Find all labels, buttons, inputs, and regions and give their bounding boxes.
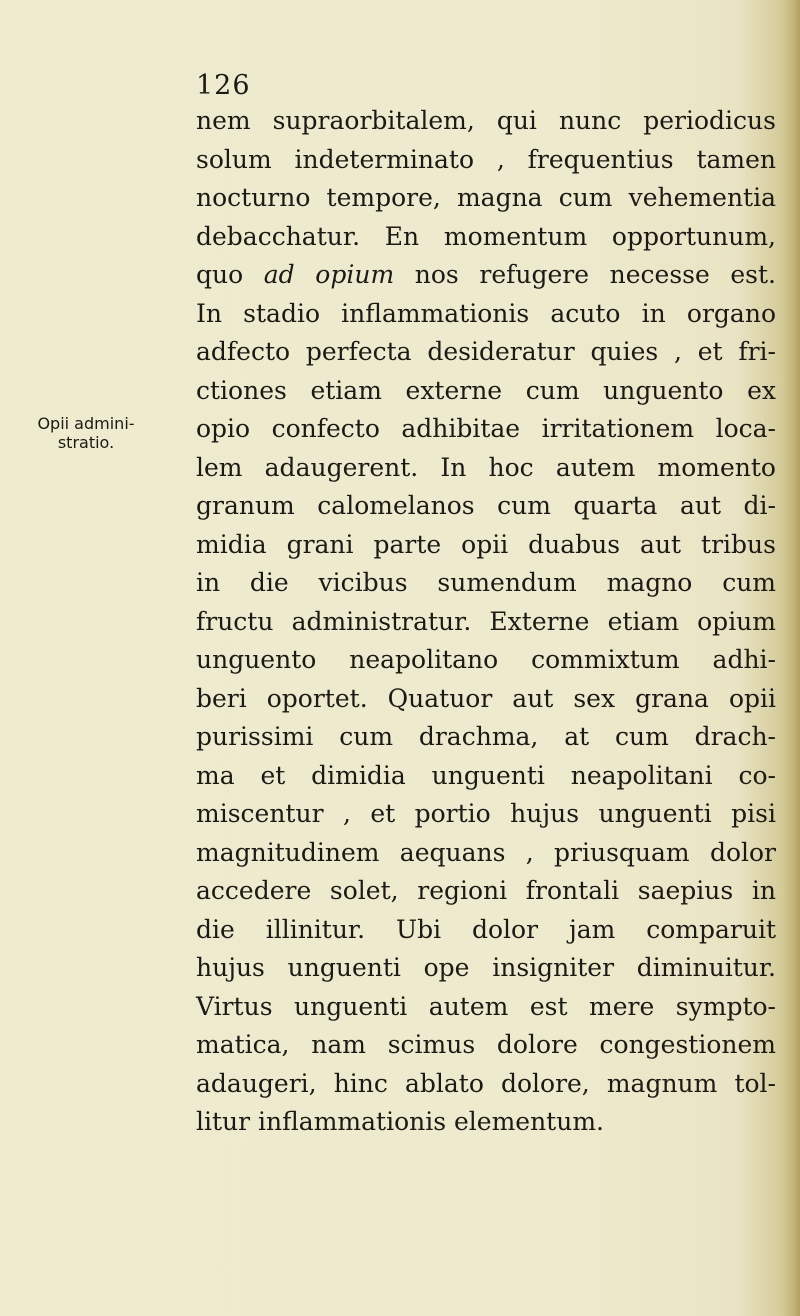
- text-line: lem adaugerent. In hoc autem momento: [196, 452, 776, 482]
- margin-note-line: Opii admini-: [37, 414, 135, 433]
- text-line: adaugeri, hinc ablato dolore, magnum tol-: [196, 1068, 776, 1098]
- text-line: matica, nam scimus dolore congestionem: [196, 1030, 776, 1059]
- margin-note-line: stratio.: [57, 433, 115, 452]
- text-line: opio confecto adhibitae irritationem loca-: [196, 414, 776, 443]
- text-line: in die vicibus sumendum magno cum: [196, 568, 776, 597]
- italic-phrase: ad opium: [263, 260, 395, 289]
- text-line: debacchatur. En momentum opportunum,: [196, 221, 776, 251]
- body-text: [196, 102, 776, 1142]
- text-line: accedere solet, regioni frontali saepius in: [196, 876, 776, 905]
- text-line: miscentur , et portio hujus unguenti pisi: [196, 799, 776, 828]
- text-line: midia grani parte opii duabus aut tribus: [196, 529, 776, 559]
- text-line: litur inflammationis elementum.: [196, 1107, 604, 1136]
- text-line: In stadio inflammationis acuto in organo: [196, 298, 776, 328]
- page-edge-shadow: [782, 0, 800, 1316]
- text-line: nem supraorbitalem, qui nunc periodicus: [196, 106, 776, 135]
- text-line: ctiones etiam externe cum unguento ex: [196, 375, 776, 405]
- text-line: fructu administratur. Externe etiam opium: [196, 606, 776, 636]
- text-line: magnitudinem aequans , priusquam dolor: [196, 837, 776, 867]
- margin-note: [36, 414, 136, 452]
- text-line: nocturno tempore, magna cum vehementia: [196, 183, 776, 212]
- text-line: adfecto perfecta desideratur quies , et fri-: [196, 337, 776, 366]
- page-number: 126: [196, 70, 251, 101]
- text-line: ma et dimidia unguenti neapolitani co-: [196, 760, 776, 790]
- text-line: beri oportet. Quatuor aut sex grana opii: [196, 683, 776, 713]
- text-line: granum calomelanos cum quarta aut di-: [196, 491, 776, 520]
- text-line: Virtus unguenti autem est mere sympto-: [196, 991, 776, 1021]
- text-line: solum indeterminato , frequentius tamen: [196, 144, 776, 174]
- text-span: quo: [196, 260, 264, 289]
- text-line: die illinitur. Ubi dolor jam comparuit: [196, 914, 776, 944]
- text-line: purissimi cum drachma, at cum drach-: [196, 722, 776, 751]
- text-span: nos refugere necesse est.: [394, 260, 777, 289]
- text-line: unguento neapolitano commixtum adhi-: [196, 645, 776, 674]
- text-line: hujus unguenti ope insigniter diminuitur.: [196, 953, 776, 982]
- text-line: [196, 256, 776, 295]
